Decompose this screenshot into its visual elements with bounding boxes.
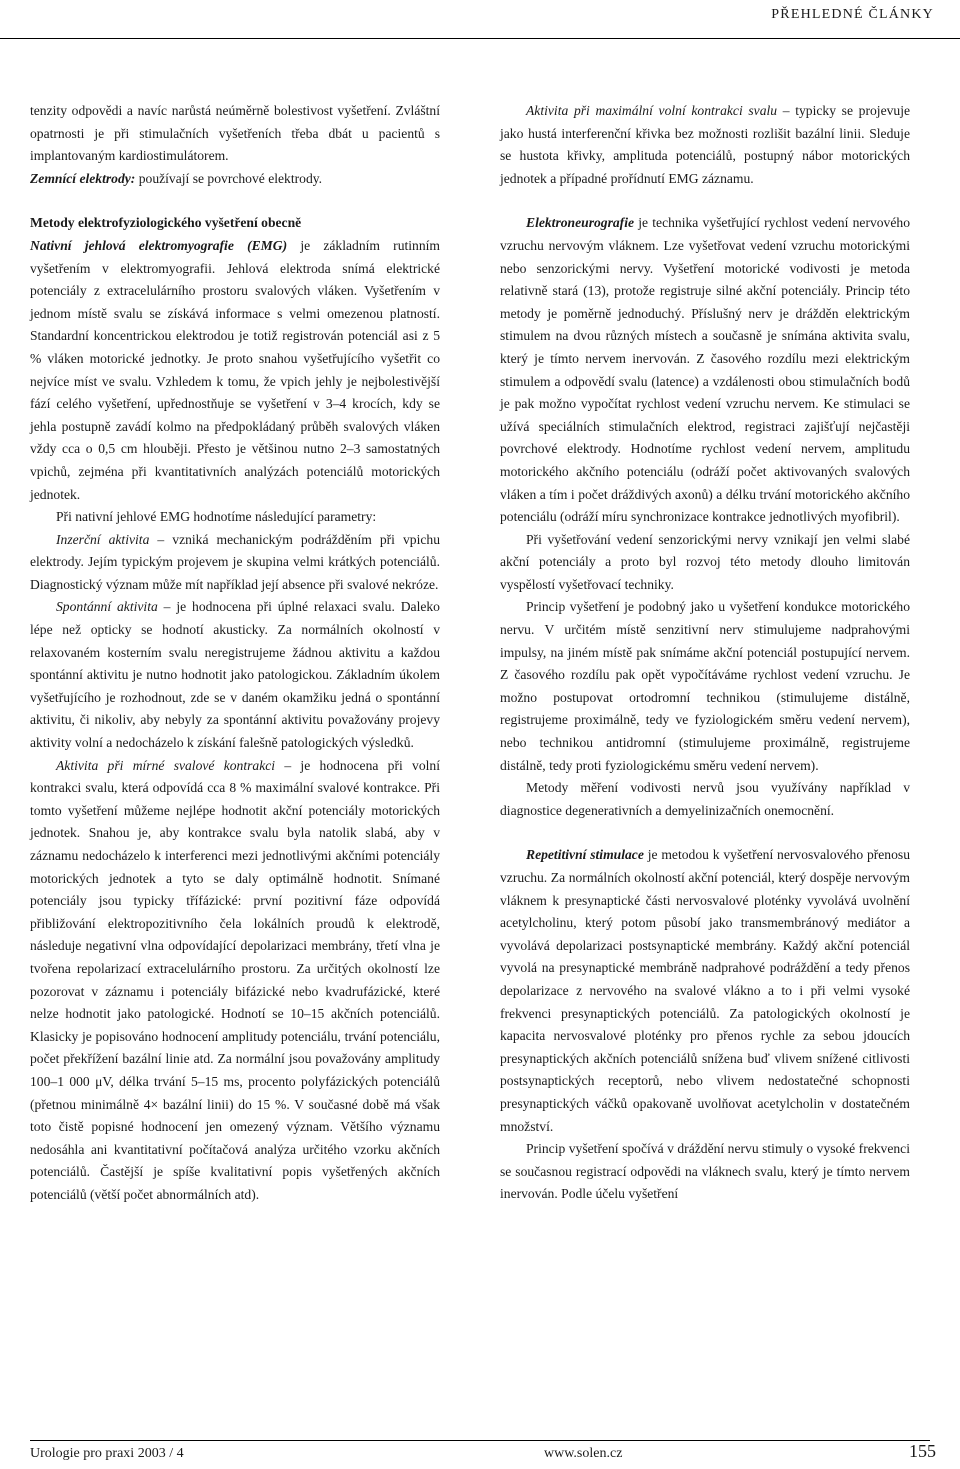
paragraph: Nativní jehlová elektromyografie (EMG) je základním rutinním vyšetřením v elektromyografii. Jehlová elektroda snímá elektrické potenciály z extracelulárního prostoru svalových vláken. Vyšetřením v jednom místě svalu se získává informace s velmi omezenou platností. Standardní koncentrickou elektrodou je totiž registrován potenciál asi z 5 % vláken motorické jednotky. Je proto snahou vyšetřujícího vyšetřit co nejvíce míst ve svalu. Vzhledem k tomu, že vpich jehly je nejbolestivější fází celého vyšetření, upřednostňuje se vyšetření v 3–4 krocích, kdy se jehla postupně zavádí kolmo na předpokládaný průběh svalových vláken vždy cca o 0,5 cm hlouběji. Přesto je většinou nutno 2–3 samostatných vpichů, zejména při kvantitativních analýzách potenciálů motorických jednotek. <box>30 237 440 502</box>
footer-rule <box>30 1440 930 1441</box>
paragraph: Elektroneurografie je technika vyšetřující rychlost vedení nervového vzruchu nervovým vláknem. Lze vyšetřovat vedení vzruchu motorickými nebo senzorickými nervy. Vyšetření motorické vodivosti je metoda relativně stará (13), protože registruje silné akční potenciály. Princip této metody je poměrně jednoduchý. Příslušný nerv je drážděn elektrickým stimulem na dvou různých místech a současně je snímána aktivita svalu, který je tímto nervem inervován. Z časového rozdílu mezi elektrickým stimulem a odpovědí svalu (latence) a vzdálenosti obou stimulačních bodů je pak možno vypočítat rychlost vedení vzruchu nervem. Ke stimulaci se užívá speciálních stimulačních elektrod, registraci zajišťují nejčastěji povrchové elektrody. Hodnotíme rychlost vedení nervem, amplitudu motorického akčního potenciálu (odráží počet aktivovaných svalových vláken a tím i počet dráždivých axonů) a délku trvání motorického akčního potenciálu (odráží míru synchronizace kontrakce jednotlivých myofibril). <box>500 215 910 525</box>
term: Spontánní aktivita <box>56 599 158 615</box>
paragraph: Aktivita při mírné svalové kontrakci – je hodnocena při volní kontrakci svalu, která odpovídá cca 8 % maximální svalové kontrakce. Při tomto vyšetření můžeme nejlépe hodnotit akční potenciály motorických jednotek. Snahou je, aby kontrakce svalu byla natolik slabá, aby v záznamu nedocházelo k interferenci mezi jednotlivými akčními potenciály motorických jednotek a tyto se daly optimálně hodnotit. Snímané potenciály jsou typicky třífázické: první pozitivní fáze odpovídá přibližování elektropozitivního čela lokálních proudů k elektrodě, následuje negativní vlna odpovídající depolarizaci membrány, třetí vlna je tvořena repolarizací extracelulárního prostoru. Za určitých okolností lze pozorovat v záznamu i potenciály bifázické nebo kvadrufázické, které nelze hodnotit jako patologické. Hodnotí se 10–15 akčních potenciálů. Klasicky je popisováno hodnocení amplitudy potenciálu, trvání potenciálu, počet překřížení bazální linie atd. Za normální jsou považovány amplitudy 100–1 000 μV, délka trvání 5–15 ms, procento polyfázických potenciálů (přetnou minimálně 4× bazální linii) do 15 %. V současné době má však toto čistě popisné hodnocení jen omezený význam. Většího významu nedosáhla ani kvantitativní počítačová analýza určitého vzorku akčních potenciálů. Častější je spíše kvalitativní popis vyšetřených akčních potenciálů (větší počet abnormálních atd). <box>30 757 441 1202</box>
paragraph: Princip vyšetření je podobný jako u vyšetření kondukce motorického nervu. V určitém místě senzitivní nerv stimulujeme nadprahovými impulsy, na jiném místě pak snímáme akční potenciál postupující nervem. Z časového rozdílu pak opět vypočítáváme rychlost vedení vzruchu. Je možno postupovat ortodromní technikou (stimulujeme distálně, registrujeme proximálně, tedy ve fyziologickém směru vedení nervem), nebo technikou antidromní (stimulujeme proximálně, registrujeme distálně, tedy proti fyziologickému směru vedení nervem). <box>500 599 910 773</box>
paragraph: Při nativní jehlové EMG hodnotíme následující parametry: <box>56 509 377 525</box>
term: Inzerční aktivita <box>56 531 150 547</box>
paragraph: Zemnící elektrody: používají se povrchové elektrody. <box>30 170 323 186</box>
paragraph: Při vyšetřování vedení senzorickými nervy vznikají jen velmi slabé akční potenciály a proto byl rozvoj této metody dlouho limitován vyspělostí vyšetřovací techniky. <box>500 531 910 592</box>
paragraph: Spontánní aktivita – je hodnocena při úplné relaxaci svalu. Daleko lépe než opticky se hodnotí akusticky. Za normálních okolností v relaxovaném kosterním svalu neregistrujeme žádnou aktivitu a každou spontánní aktivitu je nutno hodnotit jako patologickou. Základním úkolem vyšetřujícího je rozhodnout, zde se v daném okamžiku jedná o spontánní aktivitu, či nikoliv, aby nebyly za spontánní aktivitu považovány projevy aktivity volní a nedocházelo k získání falešně patologických výsledků. <box>30 599 440 751</box>
paragraph: Repetitivní stimulace je metodou k vyšetření nervosvalového přenosu vzruchu. Za normálních okolností akční potenciál, který dospěje nervovým vláknem k presynaptické části nervosvalové ploténky vyvolává uvolnění acetylcholinu, který potom působí jako transmembránový mediátor a vyvolává depolarizaci postsynaptické membrány. Každý akční potenciál vyvolá na presynaptické membráně nadprahové podráždění a tedy přenos depolarizace z nervového na svalové vlákno a to i při velmi vysoké frekvenci presynaptických potenciálů. Za patologických okolností je kapacita nervosvalové ploténky pro přenos rychle za sebou jdoucích presynaptických akčních potenciálů snížena buď vlivem snížené citlivosti postsynaptických receptorů, nebo vlivem nedostatečné schopnosti presynaptických váčků opakovaně uvolňovat acetylcholin v dostatečném množství. <box>500 847 910 1134</box>
paragraph: Aktivita při maximální volní kontrakci svalu – typicky se projevuje jako hustá interferenční křivka bez možnosti rozlišit bazální linii. Sleduje se hustota křivky, amplituda potenciálů, postupný nábor motorických jednotek a případné prořídnutí EMG záznamu. <box>500 103 911 186</box>
term: Repetitivní stimulace <box>526 847 644 863</box>
term: Nativní jehlová elektromyografie (EMG) <box>30 237 288 253</box>
term: Aktivita při maximální volní kontrakci svalu <box>526 103 778 118</box>
paragraph: Inzerční aktivita – vzniká mechanickým podrážděním při vpichu elektrody. Jejím typickým projevem je skupina velmi krátkých potenciálů. Diagnostický význam může mít například její absence při svalové nekróze. <box>30 531 441 592</box>
right-column <box>500 100 910 1206</box>
term: Aktivita při mírné svalové kontrakci <box>56 757 276 773</box>
paragraph: Metody měření vodivosti nervů jsou využívány například v diagnostice degenerativních a demyelinizačních onemocnění. <box>500 780 910 818</box>
footer-website: www.solen.cz <box>544 1446 623 1461</box>
term: Zemnící elektrody: <box>30 170 136 186</box>
term: Elektroneurografie <box>526 215 634 231</box>
left-column <box>30 100 440 1207</box>
section-heading: Metody elektrofyziologického vyšetření obecně <box>30 215 302 231</box>
page-number: 155 <box>909 1441 936 1461</box>
paragraph: Princip vyšetření spočívá v dráždění nervu stimuly o vysoké frekvenci se současnou registrací odpovědi na vláknech svalu, který je tímto nervem inervován. Podle účelu vyšetření <box>500 1141 910 1202</box>
paragraph: tenzity odpovědi a navíc narůstá neúměrně bolestivost vyšetření. Zvláštní opatrnosti je při stimulačních vyšetřeních třeba dbát u pacientů s implantovaným kardiostimulátorem. <box>30 103 440 164</box>
running-head: PŘEHLEDNÉ ČLÁNKY <box>771 7 934 22</box>
footer-journal: Urologie pro praxi 2003 / 4 <box>30 1446 184 1461</box>
header-rule <box>0 38 960 39</box>
